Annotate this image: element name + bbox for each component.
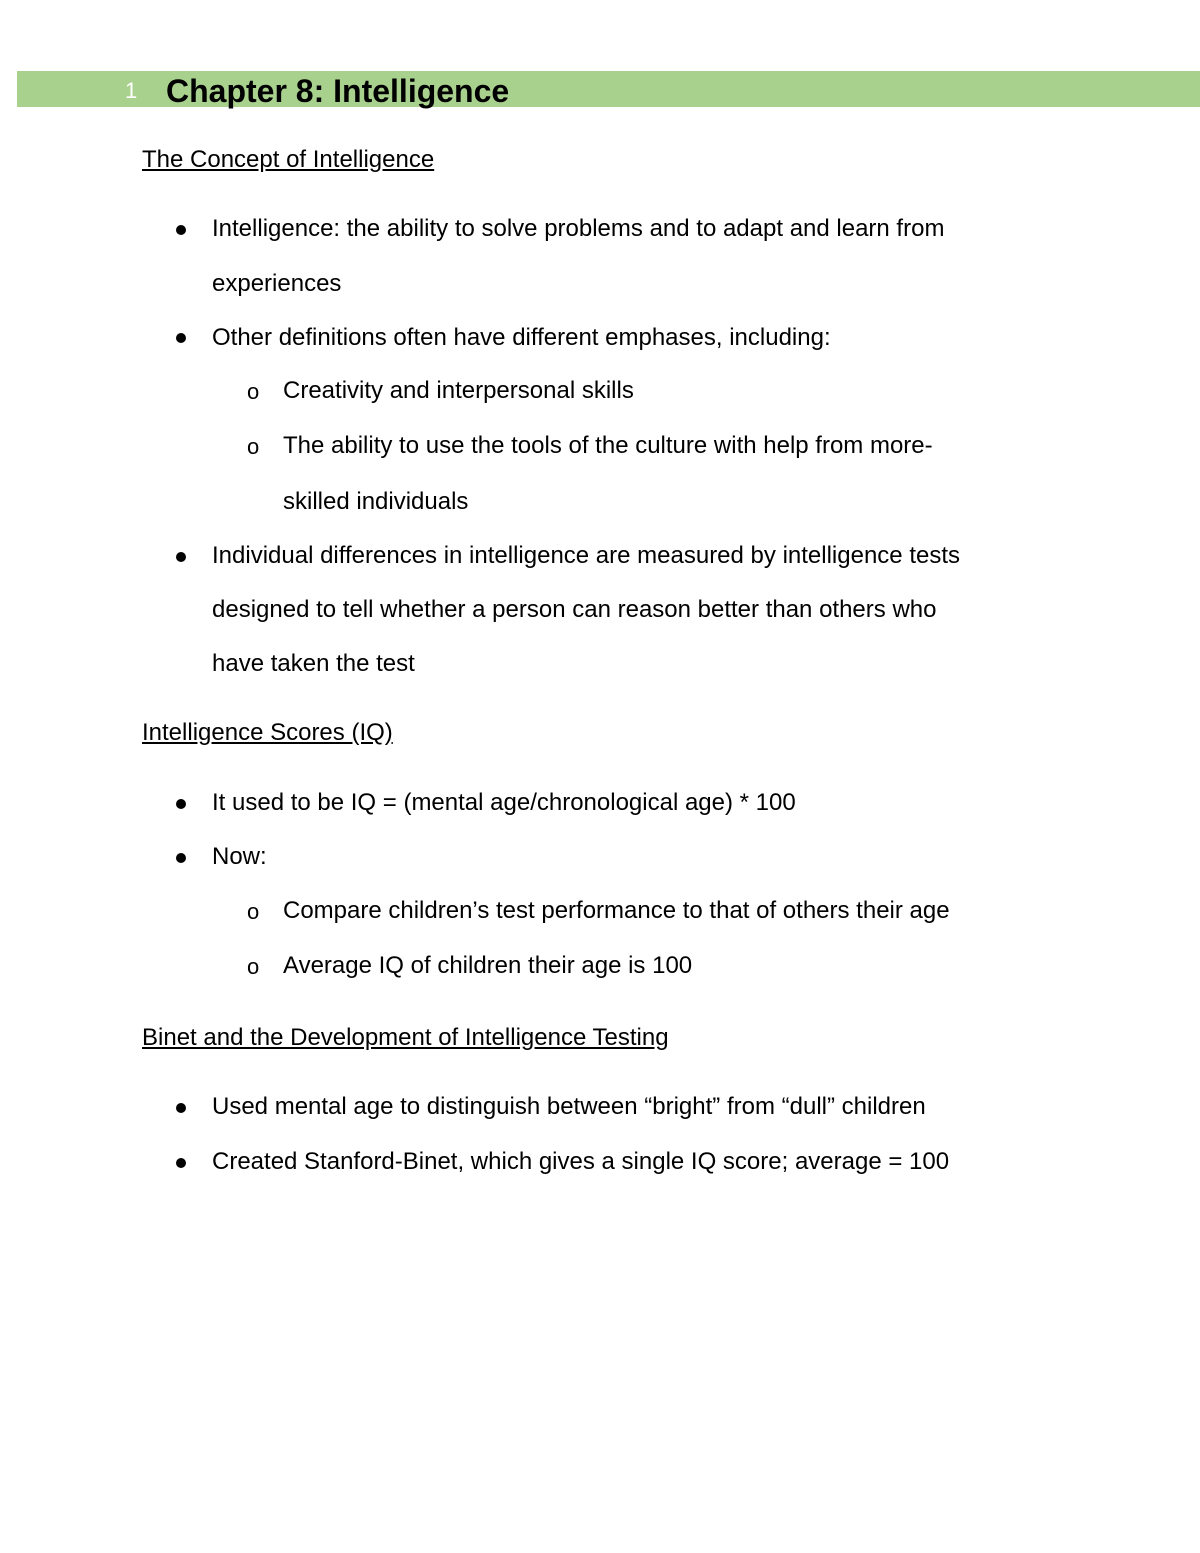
bullet-dot-icon [176,799,186,809]
bullet-dot-icon [176,225,186,235]
bullet-dot-icon [176,552,186,562]
bullet-dot-icon [176,333,186,343]
list-item-text: Intelligence: the ability to solve problems and to adapt and learn from [212,215,945,242]
section-heading-iq: Intelligence Scores (IQ) [142,719,393,746]
sub-list-item-text: Average IQ of children their age is 100 [283,952,693,979]
chapter-number: 1 [125,78,138,103]
sub-bullet-circle-icon: o [247,434,260,459]
list-item-text: experiences [212,270,342,297]
list-item-text: have taken the test [212,650,415,677]
chapter-title: Chapter 8: Intelligence [166,73,510,109]
sub-bullet-circle-icon: o [247,379,260,404]
list-item-text: Other definitions often have different emphases, including: [212,324,831,351]
list-item-text: designed to tell whether a person can reason better than others who [212,596,937,623]
section-heading-concept: The Concept of Intelligence [142,146,435,173]
bullet-dot-icon [176,1103,186,1113]
sub-list-item-text: skilled individuals [283,488,469,515]
list-item-text: Used mental age to distinguish between “bright” from “dull” children [212,1093,926,1120]
bullet-dot-icon [176,853,186,863]
list-item-text: It used to be IQ = (mental age/chronological age) * 100 [212,789,796,816]
sub-list-item-text: The ability to use the tools of the culture with help from more- [283,432,933,459]
bullet-dot-icon [176,1158,186,1168]
sub-bullet-circle-icon: o [247,954,260,979]
sub-list-item-text: Creativity and interpersonal skills [283,377,634,404]
section-heading-binet: Binet and the Development of Intelligence Testing [142,1024,669,1051]
sub-list-item-text: Compare children’s test performance to that of others their age [283,897,950,924]
list-item-text: Now: [212,843,267,870]
sub-bullet-circle-icon: o [247,899,260,924]
list-item-text: Individual differences in intelligence are measured by intelligence tests [212,542,960,569]
list-item-text: Created Stanford-Binet, which gives a single IQ score; average = 100 [212,1148,950,1175]
